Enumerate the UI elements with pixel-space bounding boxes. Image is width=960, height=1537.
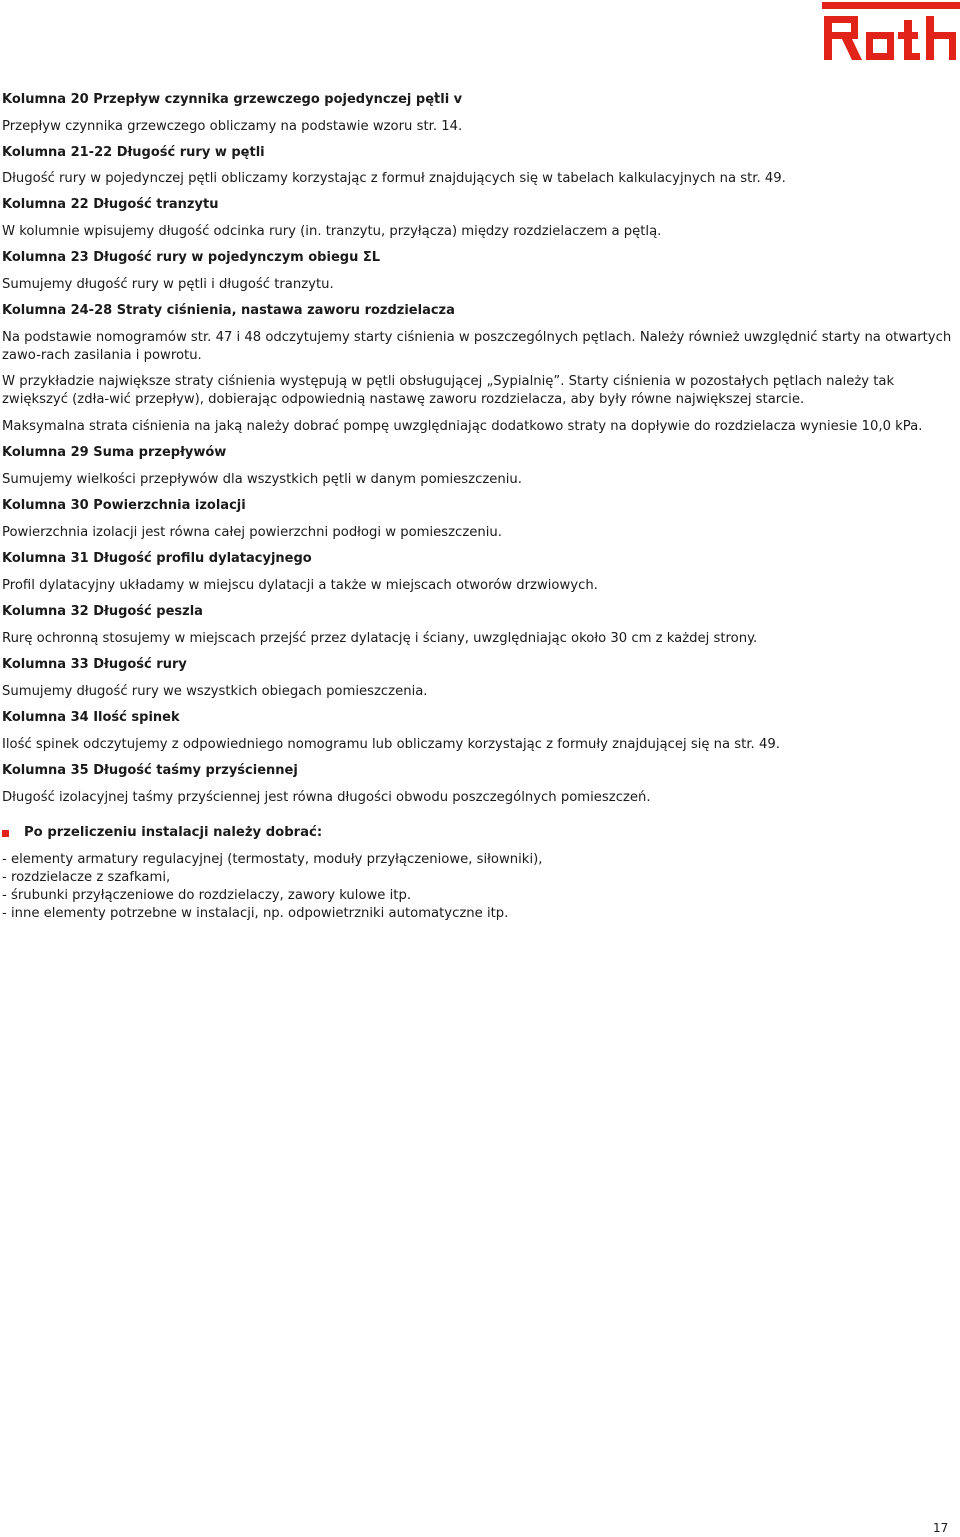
section-heading: Kolumna 35 Długość taśmy przyściennej xyxy=(2,763,298,778)
roth-logo-graphic xyxy=(822,2,960,62)
section-text: Sumujemy wielkości przepływów dla wszystkich pętli w danym pomieszczeniu. xyxy=(2,472,522,487)
section-text: Sumujemy długość rury we wszystkich obiegach pomieszczenia. xyxy=(2,684,428,699)
section-text: Rurę ochronną stosujemy w miejscach przejść przez dylatację i ściany, uwzględniając około 30 cm z każdej strony. xyxy=(2,631,758,646)
section-heading: Kolumna 24-28 Straty ciśnienia, nastawa zaworu rozdzielacza xyxy=(2,303,455,318)
section-text: Długość rury w pojedynczej pętli obliczamy korzystając z formuł znajdujących się w tabelach kalkulacyjnych na str. 49. xyxy=(2,171,786,186)
list-item: - inne elementy potrzebne w instalacji, np. odpowietrzniki automatyczne itp. xyxy=(2,906,509,921)
roth-logo xyxy=(822,2,960,62)
section-paragraph: Na podstawie nomogramów str. 47 i 48 odczytujemy starty ciśnienia w poszczególnych pętlach. Należy również uwzględnić starty na otwartych zawo-rach zasilania i powrotu. xyxy=(2,330,952,363)
page-number: 17 xyxy=(933,1521,949,1535)
section-text: Sumujemy długość rury w pętli i długość tranzytu. xyxy=(2,277,334,292)
section-heading: Kolumna 30 Powierzchnia izolacji xyxy=(2,498,246,513)
list-item: - elementy armatury regulacyjnej (termostaty, moduły przyłączeniowe, siłowniki), xyxy=(2,852,543,867)
section-heading: Kolumna 31 Długość profilu dylatacyjnego xyxy=(2,551,312,566)
section-heading: Kolumna 29 Suma przepływów xyxy=(2,445,227,460)
section-heading: Kolumna 20 Przepływ czynnika grzewczego pojedynczej pętli v xyxy=(2,92,463,107)
section-paragraph: W przykładzie największe straty ciśnienia występują w pętli obsługującej „Sypialnię”. Starty ciśnienia w pozostałych pętlach należy tak zwiększyć (zdła-wić przepływ), dobierając odpowiednią nastawę zaworu rozdzielacza, aby były równe największej starcie. xyxy=(2,374,895,407)
section-text: Profil dylatacyjny układamy w miejscu dylatacji a także w miejscach otworów drzwiowych. xyxy=(2,578,598,593)
section-text: Przepływ czynnika grzewczego obliczamy na podstawie wzoru str. 14. xyxy=(2,119,463,134)
section-heading: Kolumna 23 Długość rury w pojedynczym obiegu ΣL xyxy=(2,250,381,265)
section-heading: Kolumna 22 Długość tranzytu xyxy=(2,197,219,212)
section-text: Ilość spinek odczytujemy z odpowiedniego nomogramu lub obliczamy korzystając z formuły znajdującej się na str. 49. xyxy=(2,737,780,752)
section-text: Długość izolacyjnej taśmy przyściennej jest równa długości obwodu poszczególnych pomieszczeń. xyxy=(2,790,651,805)
section-heading: Kolumna 34 Ilość spinek xyxy=(2,710,180,725)
list-item: - rozdzielacze z szafkami, xyxy=(2,870,171,885)
section-paragraph: Maksymalna strata ciśnienia na jaką należy dobrać pompę uwzględniając dodatkowo straty na dopływie do rozdzielacza wyniesie 10,0 kPa. xyxy=(2,419,923,434)
section-heading: Kolumna 33 Długość rury xyxy=(2,657,187,672)
red-square-bullet-icon xyxy=(2,830,9,837)
section-text: W kolumnie wpisujemy długość odcinka rury (in. tranzytu, przyłącza) między rozdzielaczem a pętlą. xyxy=(2,224,662,239)
bullet-heading: Po przeliczeniu instalacji należy dobrać: xyxy=(24,825,323,840)
section-text: Powierzchnia izolacji jest równa całej powierzchni podłogi w pomieszczeniu. xyxy=(2,525,502,540)
section-heading: Kolumna 32 Długość peszla xyxy=(2,604,203,619)
list-item: - śrubunki przyłączeniowe do rozdzielaczy, zawory kulowe itp. xyxy=(2,888,412,903)
section-heading: Kolumna 21-22 Długość rury w pętli xyxy=(2,145,265,160)
